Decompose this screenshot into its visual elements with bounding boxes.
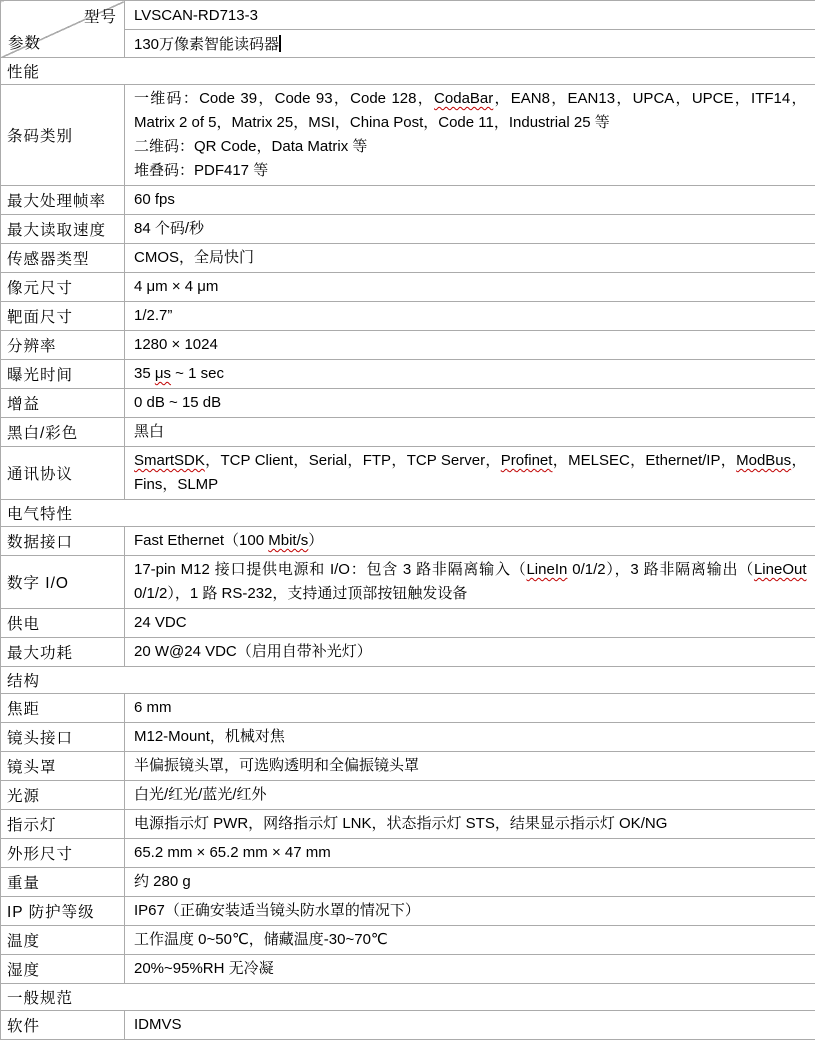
value-paragraph <box>134 87 807 135</box>
row-label-cell[interactable]: 条码类别 <box>1 85 125 186</box>
row-label-cell[interactable]: 最大功耗 <box>1 638 125 667</box>
row-label-cell[interactable]: 数字 I/O <box>1 556 125 609</box>
misspelled-text: LineOut <box>753 561 807 578</box>
row-value-cell[interactable] <box>125 897 815 926</box>
row-value-cell[interactable] <box>125 418 815 447</box>
misspelled-text: SmartSDK <box>134 452 205 469</box>
value-paragraph <box>134 640 807 664</box>
row-value-cell[interactable] <box>125 273 815 302</box>
row-value-cell[interactable] <box>125 447 815 500</box>
value-text: ，MELSEC，Ethernet/IP， <box>552 452 737 469</box>
value-text: M12-Mount，机械对焦 <box>134 728 285 745</box>
value-text: 白光/红光/蓝光/红外 <box>134 786 267 803</box>
product-name-text: 130万像素智能读码器 <box>134 36 280 53</box>
value-text: ） <box>308 532 324 549</box>
value-text: 约 280 g <box>134 873 191 890</box>
row-value-cell[interactable] <box>125 781 815 810</box>
value-paragraph <box>134 754 807 778</box>
value-paragraph <box>134 159 807 183</box>
table-row <box>1 244 815 273</box>
row-label-cell[interactable]: 重量 <box>1 868 125 897</box>
row-label-cell[interactable]: 靶面尺寸 <box>1 302 125 331</box>
value-text: 20%~95%RH 无冷凝 <box>134 960 274 977</box>
value-paragraph <box>134 725 807 749</box>
value-text: 一维码：Code 39，Code 93，Code 128， <box>134 90 435 107</box>
row-label-cell[interactable]: 最大处理帧率 <box>1 186 125 215</box>
value-paragraph <box>134 275 807 299</box>
value-paragraph <box>134 529 807 553</box>
section-label-cell[interactable]: 性能 <box>1 58 815 85</box>
row-label-cell[interactable]: 外形尺寸 <box>1 839 125 868</box>
row-label-cell[interactable]: 分辨率 <box>1 331 125 360</box>
row-label-cell[interactable]: 光源 <box>1 781 125 810</box>
value-text: Fast Ethernet（100 <box>134 532 269 549</box>
table-row <box>1 926 815 955</box>
value-text: ，EAN8，EAN13，UPCA，UPCE，ITF14，Matrix 2 of 5，Matrix 25，MSI，China Post，Code 11，Industrial 25 等 <box>134 90 807 131</box>
value-text: 60 fps <box>134 191 175 208</box>
row-label-cell[interactable]: 曝光时间 <box>1 360 125 389</box>
value-text: 1/2.7” <box>134 307 173 324</box>
value-text: 0/1/2），1 路 RS-232，支持通过顶部按钮触发设备 <box>134 585 468 602</box>
value-paragraph <box>134 841 807 865</box>
value-text: 黑白 <box>134 423 165 440</box>
table-row <box>1 810 815 839</box>
value-paragraph <box>134 928 807 952</box>
value-text: 6 mm <box>134 699 172 716</box>
value-text: 0/1/2），3 路非隔离输出（ <box>567 561 754 578</box>
value-text: 1280 × 1024 <box>134 336 218 353</box>
row-label-cell[interactable]: 软件 <box>1 1011 125 1040</box>
row-label-cell[interactable]: 镜头罩 <box>1 752 125 781</box>
value-paragraph <box>134 870 807 894</box>
row-label-cell[interactable]: 传感器类型 <box>1 244 125 273</box>
table-row <box>1 638 815 667</box>
table-row <box>1 331 815 360</box>
section-label-cell[interactable]: 结构 <box>1 667 815 694</box>
row-value-cell[interactable] <box>125 244 815 273</box>
row-label-cell[interactable]: 数据接口 <box>1 527 125 556</box>
value-paragraph <box>134 449 807 497</box>
row-value-cell[interactable] <box>125 694 815 723</box>
row-value-cell[interactable] <box>125 810 815 839</box>
table-row <box>1 360 815 389</box>
table-row <box>1 85 815 186</box>
row-label-cell[interactable]: 温度 <box>1 926 125 955</box>
section-row <box>1 667 815 694</box>
row-value-cell[interactable] <box>125 302 815 331</box>
value-text: 24 VDC <box>134 614 187 631</box>
value-text: 半偏振镜头罩，可选购透明和全偏振镜头罩 <box>134 757 420 774</box>
row-value-cell[interactable] <box>125 955 815 984</box>
misspelled-text: LineIn <box>526 561 568 578</box>
value-text: 0 dB ~ 15 dB <box>134 394 222 411</box>
value-paragraph <box>134 304 807 328</box>
spec-table-body <box>1 1 815 1040</box>
value-text: IP67（正确安装适当镜头防水罩的情况下） <box>134 902 420 919</box>
value-paragraph <box>134 420 807 444</box>
row-value-cell[interactable] <box>125 556 815 609</box>
row-value-cell[interactable] <box>125 723 815 752</box>
table-row <box>1 868 815 897</box>
section-row <box>1 984 815 1011</box>
value-paragraph <box>134 783 807 807</box>
product-name-cell[interactable] <box>125 30 815 58</box>
table-row <box>1 389 815 418</box>
value-text: 工作温度 0~50℃，储藏温度-30~70℃ <box>134 931 388 948</box>
table-row <box>1 839 815 868</box>
section-row <box>1 500 815 527</box>
table-row <box>1 955 815 984</box>
value-text: 4 μm × 4 μm <box>134 278 219 295</box>
table-row <box>1 447 815 500</box>
row-label-cell[interactable]: 指示灯 <box>1 810 125 839</box>
table-row <box>1 186 815 215</box>
row-label-cell[interactable]: 供电 <box>1 609 125 638</box>
table-row <box>1 781 815 810</box>
section-label-cell[interactable]: 电气特性 <box>1 500 815 527</box>
row-value-cell[interactable] <box>125 331 815 360</box>
corner-label-param: 参数 <box>8 35 42 52</box>
text-cursor <box>279 35 281 52</box>
header-row-model <box>1 1 815 30</box>
value-paragraph <box>134 362 807 386</box>
value-text: ，Fins，SLMP <box>134 452 807 493</box>
model-cell[interactable] <box>125 1 815 30</box>
row-value-cell[interactable] <box>125 926 815 955</box>
row-value-cell[interactable] <box>125 85 815 186</box>
row-value-cell[interactable] <box>125 389 815 418</box>
row-label-cell[interactable]: 湿度 <box>1 955 125 984</box>
table-row <box>1 302 815 331</box>
value-text: 35 <box>134 365 155 382</box>
value-paragraph <box>134 333 807 357</box>
value-paragraph <box>134 135 807 159</box>
value-text: 堆叠码：PDF417 等 <box>134 162 269 179</box>
row-value-cell[interactable] <box>125 868 815 897</box>
table-row <box>1 556 815 609</box>
table-row <box>1 273 815 302</box>
row-label-cell[interactable]: 黑白/彩色 <box>1 418 125 447</box>
value-text: 电源指示灯 PWR，网络指示灯 LNK，状态指示灯 STS，结果显示指示灯 OK/NG <box>134 815 668 832</box>
table-row <box>1 1011 815 1040</box>
value-paragraph <box>134 246 807 270</box>
value-text: CMOS，全局快门 <box>134 249 255 266</box>
value-text: 84 个码/秒 <box>134 220 205 237</box>
row-value-cell[interactable] <box>125 839 815 868</box>
table-row <box>1 418 815 447</box>
table-row <box>1 694 815 723</box>
value-text: IDMVS <box>134 1016 182 1033</box>
value-paragraph <box>134 957 807 981</box>
value-text: ~ 1 sec <box>171 365 224 382</box>
value-paragraph <box>134 217 807 241</box>
value-text: ，TCP Client，Serial，FTP，TCP Server， <box>204 452 501 469</box>
row-value-cell[interactable] <box>125 215 815 244</box>
header-corner-cell[interactable] <box>1 1 125 58</box>
row-label-cell[interactable]: 通讯协议 <box>1 447 125 500</box>
model-text: LVSCAN-RD713-3 <box>134 6 258 24</box>
section-row <box>1 58 815 85</box>
table-row <box>1 897 815 926</box>
value-text: 二维码：QR Code，Data Matrix 等 <box>134 138 368 155</box>
value-text: 20 W@24 VDC（启用自带补光灯） <box>134 643 372 660</box>
row-label-cell[interactable]: 镜头接口 <box>1 723 125 752</box>
row-value-cell[interactable] <box>125 609 815 638</box>
misspelled-text: CodaBar <box>434 90 494 107</box>
misspelled-text: ModBus <box>736 452 792 469</box>
table-row <box>1 609 815 638</box>
value-paragraph <box>134 558 807 606</box>
table-row <box>1 752 815 781</box>
row-value-cell[interactable] <box>125 638 815 667</box>
value-paragraph <box>134 696 807 720</box>
misspelled-text: μs <box>154 365 172 382</box>
corner-label-model: 型号 <box>83 9 117 26</box>
row-label-cell[interactable]: 增益 <box>1 389 125 418</box>
row-label-cell[interactable]: 焦距 <box>1 694 125 723</box>
row-label-cell[interactable]: 像元尺寸 <box>1 273 125 302</box>
misspelled-text: Mbit/s <box>268 532 309 549</box>
misspelled-text: Profinet <box>500 452 553 469</box>
row-value-cell[interactable] <box>125 186 815 215</box>
value-paragraph <box>134 391 807 415</box>
value-paragraph <box>134 611 807 635</box>
row-label-cell[interactable]: IP 防护等级 <box>1 897 125 926</box>
table-row <box>1 723 815 752</box>
section-label-cell[interactable]: 一般规范 <box>1 984 815 1011</box>
table-row <box>1 527 815 556</box>
value-paragraph <box>134 812 807 836</box>
value-paragraph <box>134 1013 807 1037</box>
value-text: 17-pin M12 接口提供电源和 I/O：包含 3 路非隔离输入（ <box>134 561 527 578</box>
row-value-cell[interactable] <box>125 360 815 389</box>
row-value-cell[interactable] <box>125 1011 815 1040</box>
row-label-cell[interactable]: 最大读取速度 <box>1 215 125 244</box>
value-text: 65.2 mm × 65.2 mm × 47 mm <box>134 844 331 861</box>
value-paragraph <box>134 899 807 923</box>
row-value-cell[interactable] <box>125 527 815 556</box>
value-paragraph <box>134 188 807 212</box>
row-value-cell[interactable] <box>125 752 815 781</box>
table-row <box>1 215 815 244</box>
